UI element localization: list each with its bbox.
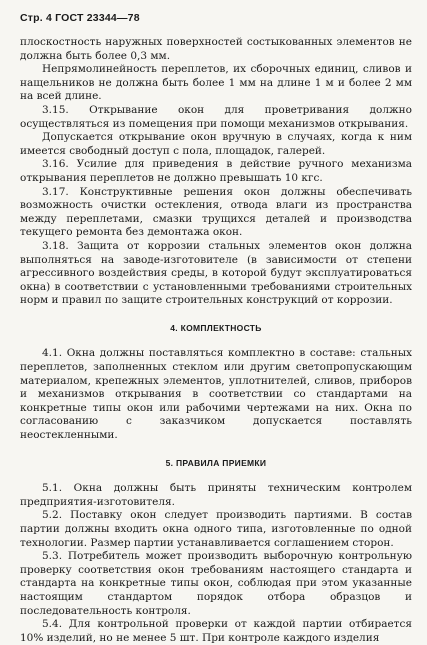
- paragraph: Допускается открывание окон вручную в случаях, когда к ним имеется свободный доступ с пола, площадок, галерей.: [20, 131, 412, 157]
- paragraph: 5.1. Окна должны быть приняты техническим контролем предприятия-изготовителя.: [20, 482, 412, 508]
- paragraph: 5.3. Потребитель может производить выборочную контрольную проверку соответствия окон требованиям настоящего стандарта и стандарта на конкретные типы окон, соблюдая при этом указанные настоящим стандартом порядок отбора образцов и последовательность контроля.: [20, 550, 412, 617]
- paragraph: 3.17. Конструктивные решения окон должны обеспечивать возможность очистки остекления, отвода влаги из пространства между переплетами, смазки трущихся деталей и производства текущего ремонта без демонтажа окон.: [20, 185, 412, 239]
- paragraph: плоскостность наружных поверхностей состыкованных элементов не должна быть более 0,3 мм.: [20, 36, 412, 62]
- page-header: Стр. 4 ГОСТ 23344—78: [20, 12, 140, 24]
- paragraph: Непрямолинейность переплетов, их сборочных единиц, сливов и нащельников не должна быть более 1 мм на длине 1 м и более 2 мм на всей длине.: [20, 63, 412, 103]
- paragraph: 5.2. Поставку окон следует производить партиями. В состав партии должны входить окна одного типа, изготовленные по одной технологии. Размер партии устанавливается соглашением сторон.: [20, 509, 412, 549]
- paragraph: 3.18. Защита от коррозии стальных элементов окон должна выполняться на заводе-изготовителе (в зависимости от степени агрессивного воздействия среды, в которой будут эксплуатироваться окна) в соответствии с установленными требованиями строительных норм и правил по защите строительных конструкций от коррозии.: [20, 239, 412, 307]
- paragraph: 3.16. Усилие для приведения в действие ручного механизма открывания переплетов не должно превышать 10 кгс.: [20, 158, 412, 184]
- document-body: [20, 36, 412, 645]
- section-heading: 5. ПРАВИЛА ПРИЕМКИ: [165, 457, 267, 468]
- section-heading: 4. КОМПЛЕКТНОСТЬ: [170, 322, 262, 333]
- paragraph: 5.4. Для контрольной проверки от каждой партии отбирается 10% изделий, но не менее 5 шт. При контроле каждого изделия: [20, 618, 412, 644]
- paragraph: 4.1. Окна должны поставляться комплектно в составе: стальных переплетов, заполненных стеклом или другим светопропускающим материалом, крепежных элементов, уплотнителей, сливов, приборов и механизмов открывания в соответствии со стандартами на конкретные типы окон или рабочими чертежами на них. Окна по согласованию с заказчиком допускается поставлять неостекленными.: [20, 347, 412, 442]
- paragraph: 3.15. Открывание окон для проветривания должно осуществляться из помещения при помощи механизмов открывания.: [20, 103, 412, 130]
